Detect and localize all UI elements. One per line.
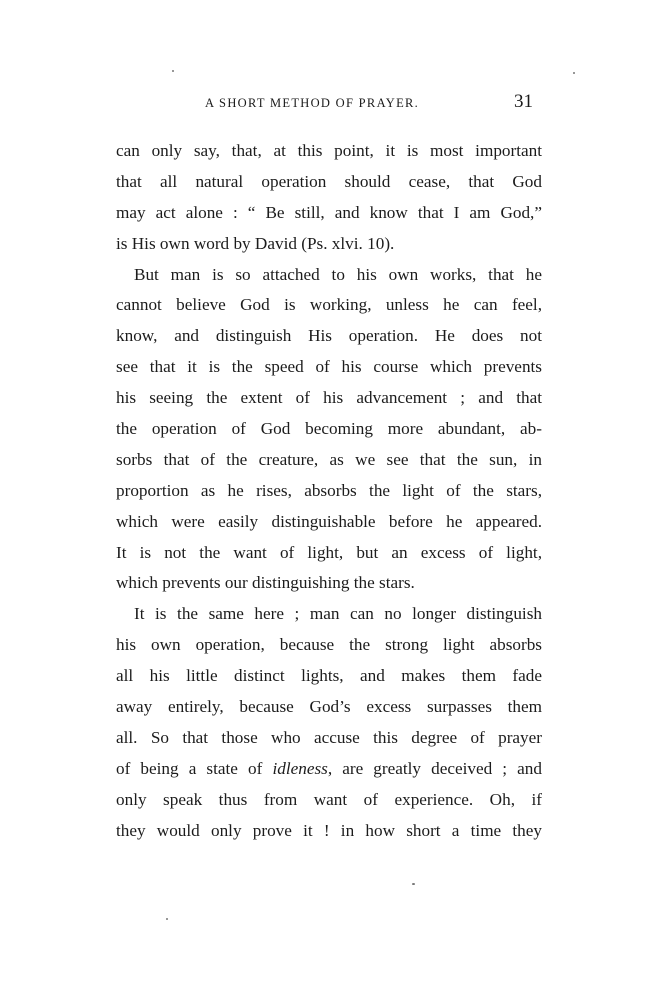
text-line: proportion as he rises, absorbs the light of the stars,: [116, 480, 542, 500]
text-line: It is not the want of light, but an excess of light,: [116, 542, 542, 562]
text-line: can only say, that, at this point, it is most important: [116, 141, 542, 160]
body-text: [116, 136, 542, 846]
text-run: of being a state of: [116, 758, 273, 778]
text-line: sorbs that of the creature, as we see that the sun, in: [116, 449, 542, 469]
text-line-with-italic: [116, 754, 542, 785]
text-line: all his little distinct lights, and makes them fade: [116, 666, 542, 686]
scan-speck: [172, 70, 174, 72]
text-run: , are greatly deceived ; and: [327, 758, 542, 778]
running-title: A SHORT METHOD OF PRAYER.: [205, 96, 420, 110]
text-line: which were easily distinguishable before he appeared.: [116, 511, 542, 531]
page-number: 31: [514, 91, 533, 112]
text-line: which prevents our distinguishing the stars.: [116, 573, 415, 593]
text-line: cannot believe God is working, unless he can feel,: [116, 295, 542, 315]
text-line: But man is so attached to his own works, that he: [134, 264, 542, 284]
text-line: his seeing the extent of his advancement ; and that: [116, 388, 542, 408]
text-line: see that it is the speed of his course which prevents: [116, 357, 542, 377]
text-line: is His own word by David (Ps. xlvi. 10).: [116, 233, 395, 253]
text-line: may act alone : “ Be still, and know that I am God,”: [116, 202, 542, 222]
text-line: only speak thus from want of experience. Oh, if: [116, 789, 542, 809]
text-line: that all natural operation should cease, that God: [116, 171, 542, 191]
text-line: away entirely, because God’s excess surpasses them: [116, 697, 542, 717]
text-line: know, and distinguish His operation. He does not: [116, 326, 542, 346]
text-line: It is the same here ; man can no longer distinguish: [134, 604, 542, 624]
scan-speck: [412, 883, 415, 885]
scan-speck: [573, 72, 575, 74]
scan-speck: [166, 918, 168, 920]
italic-word: idleness: [272, 758, 328, 778]
text-line: all. So that those who accuse this degree of prayer: [116, 727, 542, 747]
text-line: they would only prove it ! in how short a time they: [116, 820, 542, 840]
text-line: the operation of God becoming more abundant, ab-: [116, 419, 542, 439]
text-line: his own operation, because the strong light absorbs: [116, 635, 542, 655]
